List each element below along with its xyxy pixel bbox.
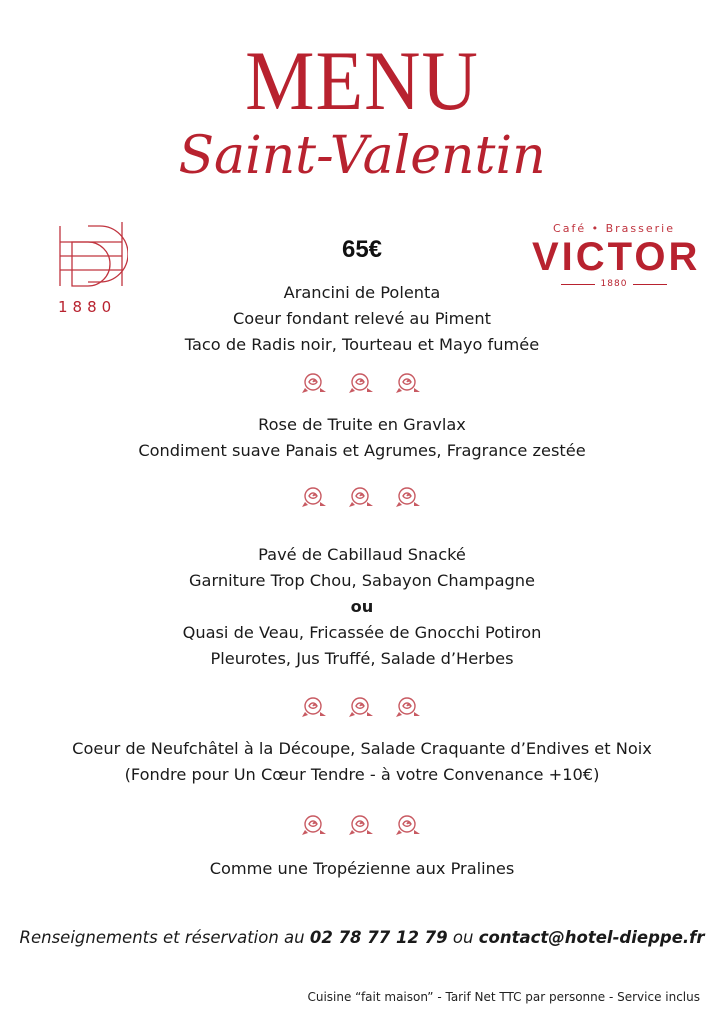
course-starter — [0, 280, 724, 358]
contact-middle: ou — [447, 928, 479, 947]
contact-prefix: Renseignements et réservation au — [19, 928, 310, 947]
rose-icon — [302, 812, 328, 842]
dish-line: Coeur fondant relevé au Piment — [233, 309, 491, 328]
dish-line: Arancini de Polenta — [283, 283, 441, 302]
brasserie-logo — [532, 222, 701, 289]
brasserie-name: VICTOR — [532, 235, 701, 279]
rose-icon — [396, 370, 422, 400]
dish-line: Condiment suave Panais et Agrumes, Fragrance zestée — [138, 441, 586, 460]
email-link[interactable]: contact@hotel-dieppe.fr — [478, 928, 705, 947]
dish-line: Coeur de Neufchâtel à la Découpe, Salade Craquante d’Endives et Noix — [72, 739, 652, 758]
brasserie-tagline: Café • Brasserie — [553, 222, 675, 235]
rose-separator — [0, 694, 724, 722]
course-cheese — [0, 736, 724, 788]
hd-monogram-icon — [58, 220, 128, 288]
rose-separator — [0, 370, 724, 398]
rose-icon — [302, 370, 328, 400]
dish-line: Pleurotes, Jus Truffé, Salade d’Herbes — [210, 649, 514, 668]
logo-year: 1880 — [58, 298, 117, 316]
rose-icon — [349, 370, 375, 400]
rose-icon — [349, 812, 375, 842]
dish-line: Rose de Truite en Gravlax — [258, 415, 466, 434]
rose-icon — [349, 484, 375, 514]
rose-icon — [396, 812, 422, 842]
rose-icon — [396, 484, 422, 514]
or-separator: ou — [350, 597, 374, 616]
rose-separator — [0, 484, 724, 512]
rose-icon — [302, 694, 328, 724]
dish-line: Pavé de Cabillaud Snacké — [258, 545, 466, 564]
rose-icon — [349, 694, 375, 724]
menu-price: 65€ — [341, 236, 383, 263]
dish-line: Quasi de Veau, Fricassée de Gnocchi Potiron — [182, 623, 542, 642]
brasserie-year: 1880 — [600, 279, 628, 289]
dish-line: Comme une Tropézienne aux Pralines — [209, 859, 515, 878]
menu-title: MENU — [245, 33, 479, 128]
dish-line: Garniture Trop Chou, Sabayon Champagne — [189, 571, 535, 590]
rose-icon — [302, 484, 328, 514]
footer-note: Cuisine “fait maison” - Tarif Net TTC par personne - Service inclus — [307, 990, 700, 1004]
rose-icon — [396, 694, 422, 724]
course-main — [0, 542, 724, 672]
course-dessert — [0, 856, 724, 882]
phone-number[interactable]: 02 78 77 12 79 — [309, 928, 448, 947]
rose-separator — [0, 812, 724, 840]
contact-line — [0, 928, 724, 947]
menu-subtitle: Saint-Valentin — [178, 126, 546, 186]
dish-line: Taco de Radis noir, Tourteau et Mayo fumée — [184, 335, 540, 354]
course-second — [0, 412, 724, 464]
dish-line: (Fondre pour Un Cœur Tendre - à votre Convenance +10€) — [124, 765, 600, 784]
